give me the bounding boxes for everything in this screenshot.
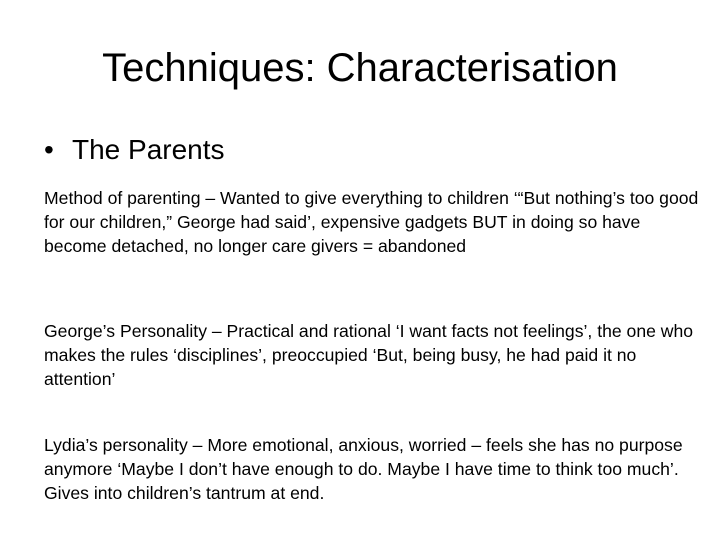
slide-title: Techniques: Characterisation (102, 46, 618, 90)
paragraph-lydias-personality: Lydia’s personality – More emotional, anxious, worried – feels she has no purpose anymore ‘Maybe I don’t have enough to do. Maybe I have time to think too much’. Gives into children’s tantrum at end. (44, 435, 683, 503)
bullet-item-the-parents (44, 131, 225, 169)
bullet-marker: • (44, 134, 54, 165)
paragraph-georges-personality: George’s Personality – Practical and rational ‘I want facts not feelings’, the one who makes the rules ‘disciplines’, preoccupied ‘But, being busy, he had paid it no attention’ (44, 321, 694, 389)
bullet-text: The Parents (72, 134, 225, 165)
paragraph-method-of-parenting: Method of parenting – Wanted to give everything to children ‘“But nothing’s too good for our children,” George had said’, expensive gadgets BUT in doing so have become detached, no longer care givers = abandoned (44, 188, 699, 256)
